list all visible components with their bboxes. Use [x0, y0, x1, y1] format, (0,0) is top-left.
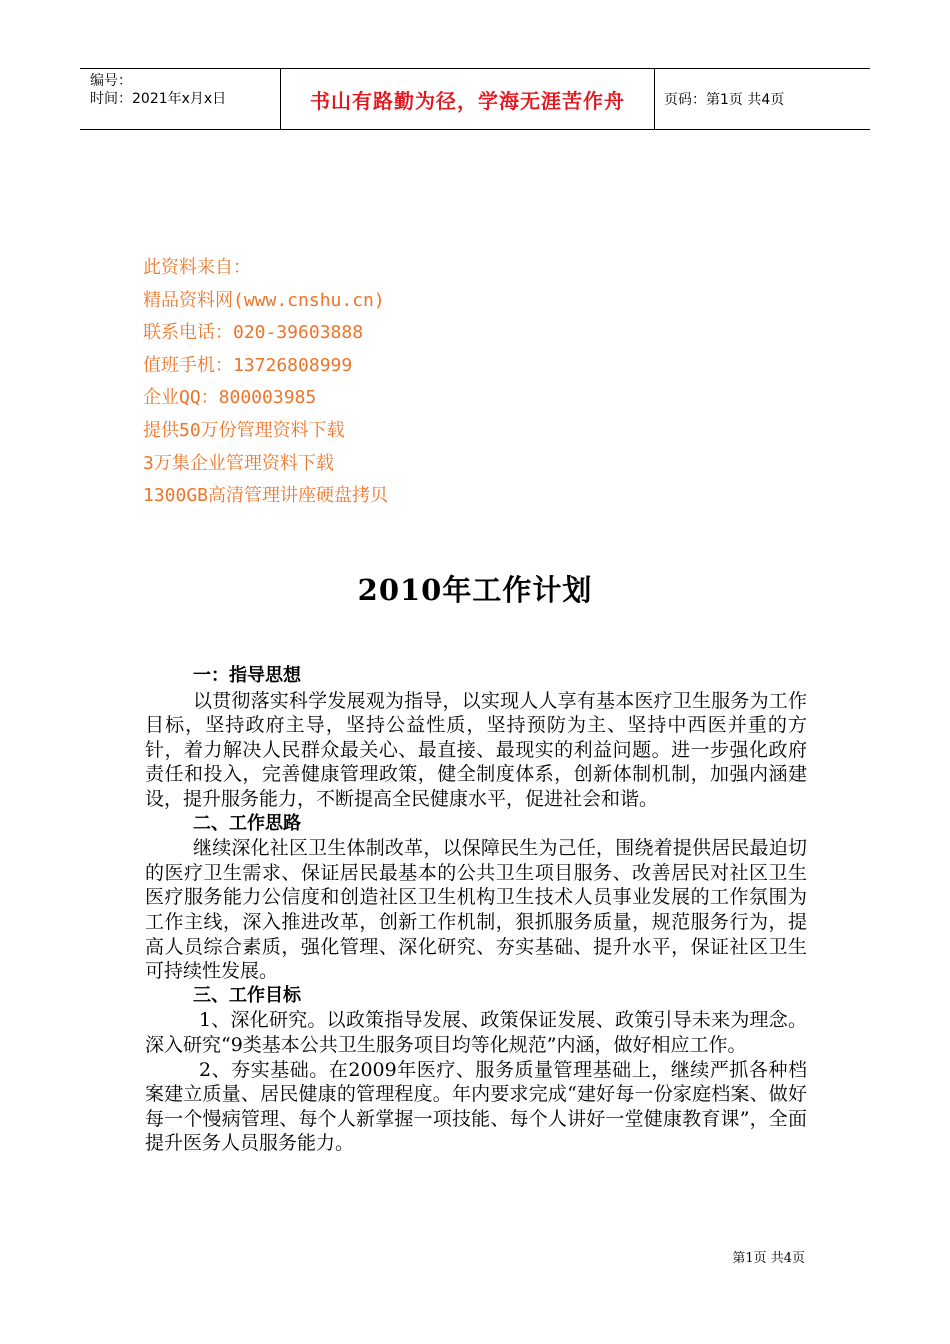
section-paragraph: 继续深化社区卫生体制改革，以保障民生为己任，围绕着提供居民最迫切的医疗卫生需求、保证居民最基本的公共卫生项目服务、改善居民对社区卫生医疗服务能力公信度和创造社区卫生机构卫生技术人员事业发展的工作氛围为工作主线，深入推进改革，创新工作机制，狠抓服务质量，规范服务行为，提高人员综合素质，强化管理、深化研究、夯实基础、提升水平，保证社区卫生可持续性发展。: [145, 837, 807, 983]
footer-page-label: 第1页 共4页: [732, 1251, 805, 1266]
source-line: 值班手机：13726808999: [143, 354, 353, 376]
document-body: [145, 664, 807, 1156]
source-line: 提供50万份管理资料下载: [143, 419, 345, 441]
source-line: 3万集企业管理资料下载: [143, 452, 334, 474]
header-meta-cell: [80, 69, 281, 129]
time-label: 时间：2021年x月x日: [90, 91, 227, 107]
source-line: 1300GB高清管理讲座硬盘拷贝: [143, 485, 389, 507]
source-line: 联系电话：020-39603888: [143, 322, 364, 344]
header-motto: 书山有路勤为径，学海无涯苦作舟: [281, 69, 655, 129]
source-line: 企业QQ：800003985: [143, 387, 317, 409]
number-label: 编号：: [90, 73, 132, 89]
section-paragraph: 以贯彻落实科学发展观为指导，以实现人人享有基本医疗卫生服务为工作目标，坚持政府主导，坚持公益性质，坚持预防为主、坚持中西医并重的方针，着力解决人民群众最关心、最直接、最现实的利益问题。进一步强化政府责任和投入，完善健康管理政策，健全制度体系，创新体制机制，加强内涵建设，提升服务能力，不断提高全民健康水平，促进社会和谐。: [145, 689, 807, 810]
section-heading: 一：指导思想: [193, 665, 301, 686]
document-title: 2010年工作计划: [357, 573, 593, 607]
goal-item: 1、深化研究。以政策指导发展、政策保证发展、政策引导未来为理念。深入研究“9类基本公共卫生服务项目均等化规范”内涵，做好相应工作。: [145, 1009, 807, 1056]
goal-item: 2、夯实基础。在2009年医疗、服务质量管理基础上，继续严抓各种档案建立质量、居民健康的管理程度。年内要求完成“建好每一份家庭档案、做好每一个慢病管理、每个人新掌握一项技能、每个人讲好一堂健康教育课”，全面提升医务人员服务能力。: [145, 1058, 807, 1155]
header-table: [80, 68, 870, 130]
section-heading: 三、工作目标: [193, 984, 301, 1006]
source-line: 此资料来自：: [143, 257, 251, 278]
source-info-block: [143, 252, 388, 513]
section-heading: 二、工作思路: [193, 812, 301, 834]
header-page-label: 页码：第1页 共4页: [664, 92, 785, 108]
source-line: 精品资料网(www.cnshu.cn): [143, 289, 385, 311]
